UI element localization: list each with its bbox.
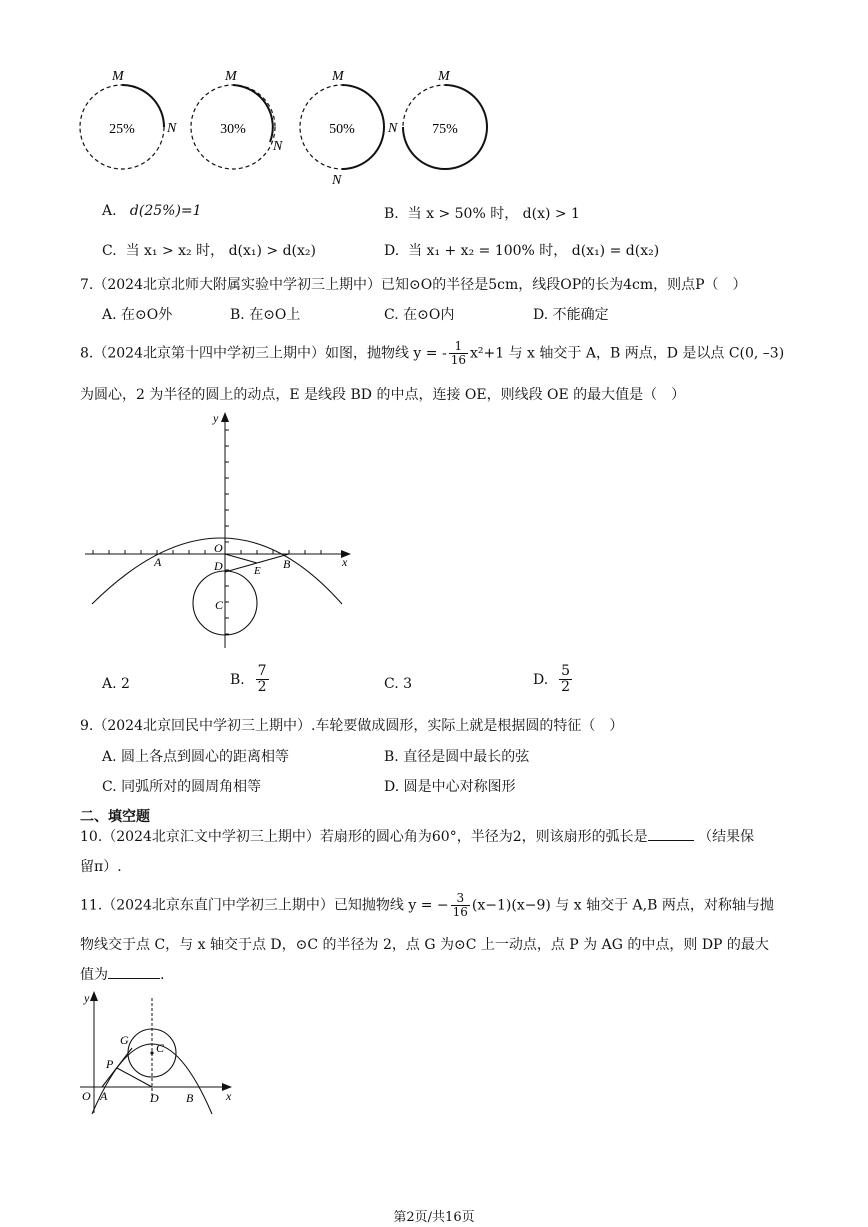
q6-option-b[interactable]: B. 当 x > 50% 时， d(x) > 1 xyxy=(384,206,580,222)
q8-option-d[interactable]: D. $\frac{5}{2}$ xyxy=(533,663,571,696)
q11-fraction: $\frac{3}{16}$ xyxy=(452,891,468,920)
svg-text:C: C xyxy=(156,1041,165,1055)
svg-text:50%: 50% xyxy=(329,122,355,137)
q9-option-b[interactable]: B. 直径是圆中最长的弦 xyxy=(384,749,530,765)
q7-option-a[interactable]: A. 在⊙O外 xyxy=(102,307,173,323)
svg-text:M: M xyxy=(112,69,124,84)
svg-text:N: N xyxy=(273,139,283,154)
q11-answer-blank[interactable] xyxy=(108,966,160,979)
svg-text:N: N xyxy=(167,121,177,136)
q7-stem: 7.（2024北京北师大附属实验中学初三上期中）已知⊙O的半径是5cm，线段OP的长为4cm，则点P（ ） xyxy=(80,277,747,293)
circle-25 xyxy=(80,69,177,169)
q10-line2: 留π）. xyxy=(80,859,122,875)
q8-option-a[interactable]: A. 2 xyxy=(102,676,130,692)
q10-answer-blank[interactable] xyxy=(648,828,694,841)
svg-text:E: E xyxy=(254,565,261,577)
svg-text:B: B xyxy=(186,1091,194,1105)
svg-text:A: A xyxy=(100,1089,108,1103)
circle-30 xyxy=(191,69,283,169)
svg-text:B: B xyxy=(283,557,291,571)
svg-text:A: A xyxy=(154,555,162,569)
q6-option-c[interactable]: C. 当 x₁ > x₂ 时， d(x₁) > d(x₂) xyxy=(102,243,316,259)
svg-text:O: O xyxy=(214,541,223,555)
q7-option-b[interactable]: B. 在⊙O上 xyxy=(230,307,301,323)
svg-text:y: y xyxy=(84,991,90,1005)
svg-text:y: y xyxy=(213,411,219,425)
svg-text:N: N xyxy=(388,121,398,136)
q11-line1: 11.（2024北京东直门中学初三上期中）已知抛物线 y = − $\frac{3}{16}$ (x−1)(x−9) 与 x 轴交于 A,B 两点，对称轴与抛 xyxy=(80,891,774,920)
svg-text:C: C xyxy=(215,598,224,612)
svg-text:D: D xyxy=(150,1091,159,1105)
q10-line1: 10.（2024北京汇文中学初三上期中）若扇形的圆心角为60°，半径为2，则该扇形的弧长是 （结果保 xyxy=(80,829,755,845)
svg-text:M: M xyxy=(225,69,237,84)
svg-text:M: M xyxy=(438,69,450,84)
svg-text:N: N xyxy=(332,173,342,188)
svg-text:P: P xyxy=(106,1057,114,1071)
q7-option-c[interactable]: C. 在⊙O内 xyxy=(384,307,455,323)
q11-line2: 物线交于点 C，与 x 轴交于点 D，⊙C 的半径为 2，点 G 为⊙C 上一动点，点 P 为 AG 的中点，则 DP 的最大 xyxy=(80,937,769,953)
q8-stem-line2: 为圆心，2 为半径的圆上的动点，E 是线段 BD 的中点，连接 OE，则线段 OE 的最大值是（ ） xyxy=(80,387,686,403)
svg-text:x: x xyxy=(226,1089,232,1103)
circle-50 xyxy=(300,69,384,188)
circles-figure xyxy=(70,60,510,190)
q9-option-d[interactable]: D. 圆是中心对称图形 xyxy=(384,779,516,795)
q9-option-a[interactable]: A. 圆上各点到圆心的距离相等 xyxy=(102,749,290,765)
svg-text:75%: 75% xyxy=(432,122,458,137)
q8-stem-line1: 8.（2024北京第十四中学初三上期中）如图，抛物线 y = - $\frac{1}{16}$ x²+1 与 x 轴交于 A，B 两点，D 是以点 C(0, –3) xyxy=(80,339,785,368)
circle-pct: 25% xyxy=(109,122,135,137)
q9-stem: 9.（2024北京回民中学初三上期中）.车轮要做成圆形，实际上就是根据圆的特征（ ） xyxy=(80,718,624,734)
q9-option-c[interactable]: C. 同弧所对的圆周角相等 xyxy=(102,779,262,795)
q8-option-c[interactable]: C. 3 xyxy=(384,676,413,692)
q8-figure xyxy=(80,410,360,655)
page-footer: 第2页/共16页 xyxy=(393,1210,475,1225)
svg-text:O: O xyxy=(82,1089,91,1103)
q8-fraction: $\frac{1}{16}$ xyxy=(450,339,466,368)
q6-option-d[interactable]: D. 当 x₁ + x₂ = 100% 时， d(x₁) = d(x₂) xyxy=(384,243,660,259)
circle-75 xyxy=(387,69,487,169)
svg-text:x: x xyxy=(342,555,348,569)
q8-option-b[interactable]: B. $\frac{7}{2}$ xyxy=(230,663,267,696)
q6-option-a[interactable]: A. d(25%)=1 xyxy=(102,203,202,219)
svg-text:30%: 30% xyxy=(220,122,246,137)
q7-option-d[interactable]: D. 不能确定 xyxy=(533,307,609,323)
svg-text:M: M xyxy=(332,69,344,84)
section-heading: 二、填空题 xyxy=(80,809,150,825)
q11-figure xyxy=(78,988,248,1118)
svg-text:G: G xyxy=(120,1033,129,1047)
svg-text:D: D xyxy=(214,559,223,573)
q11-line3: 值为 . xyxy=(80,967,165,983)
